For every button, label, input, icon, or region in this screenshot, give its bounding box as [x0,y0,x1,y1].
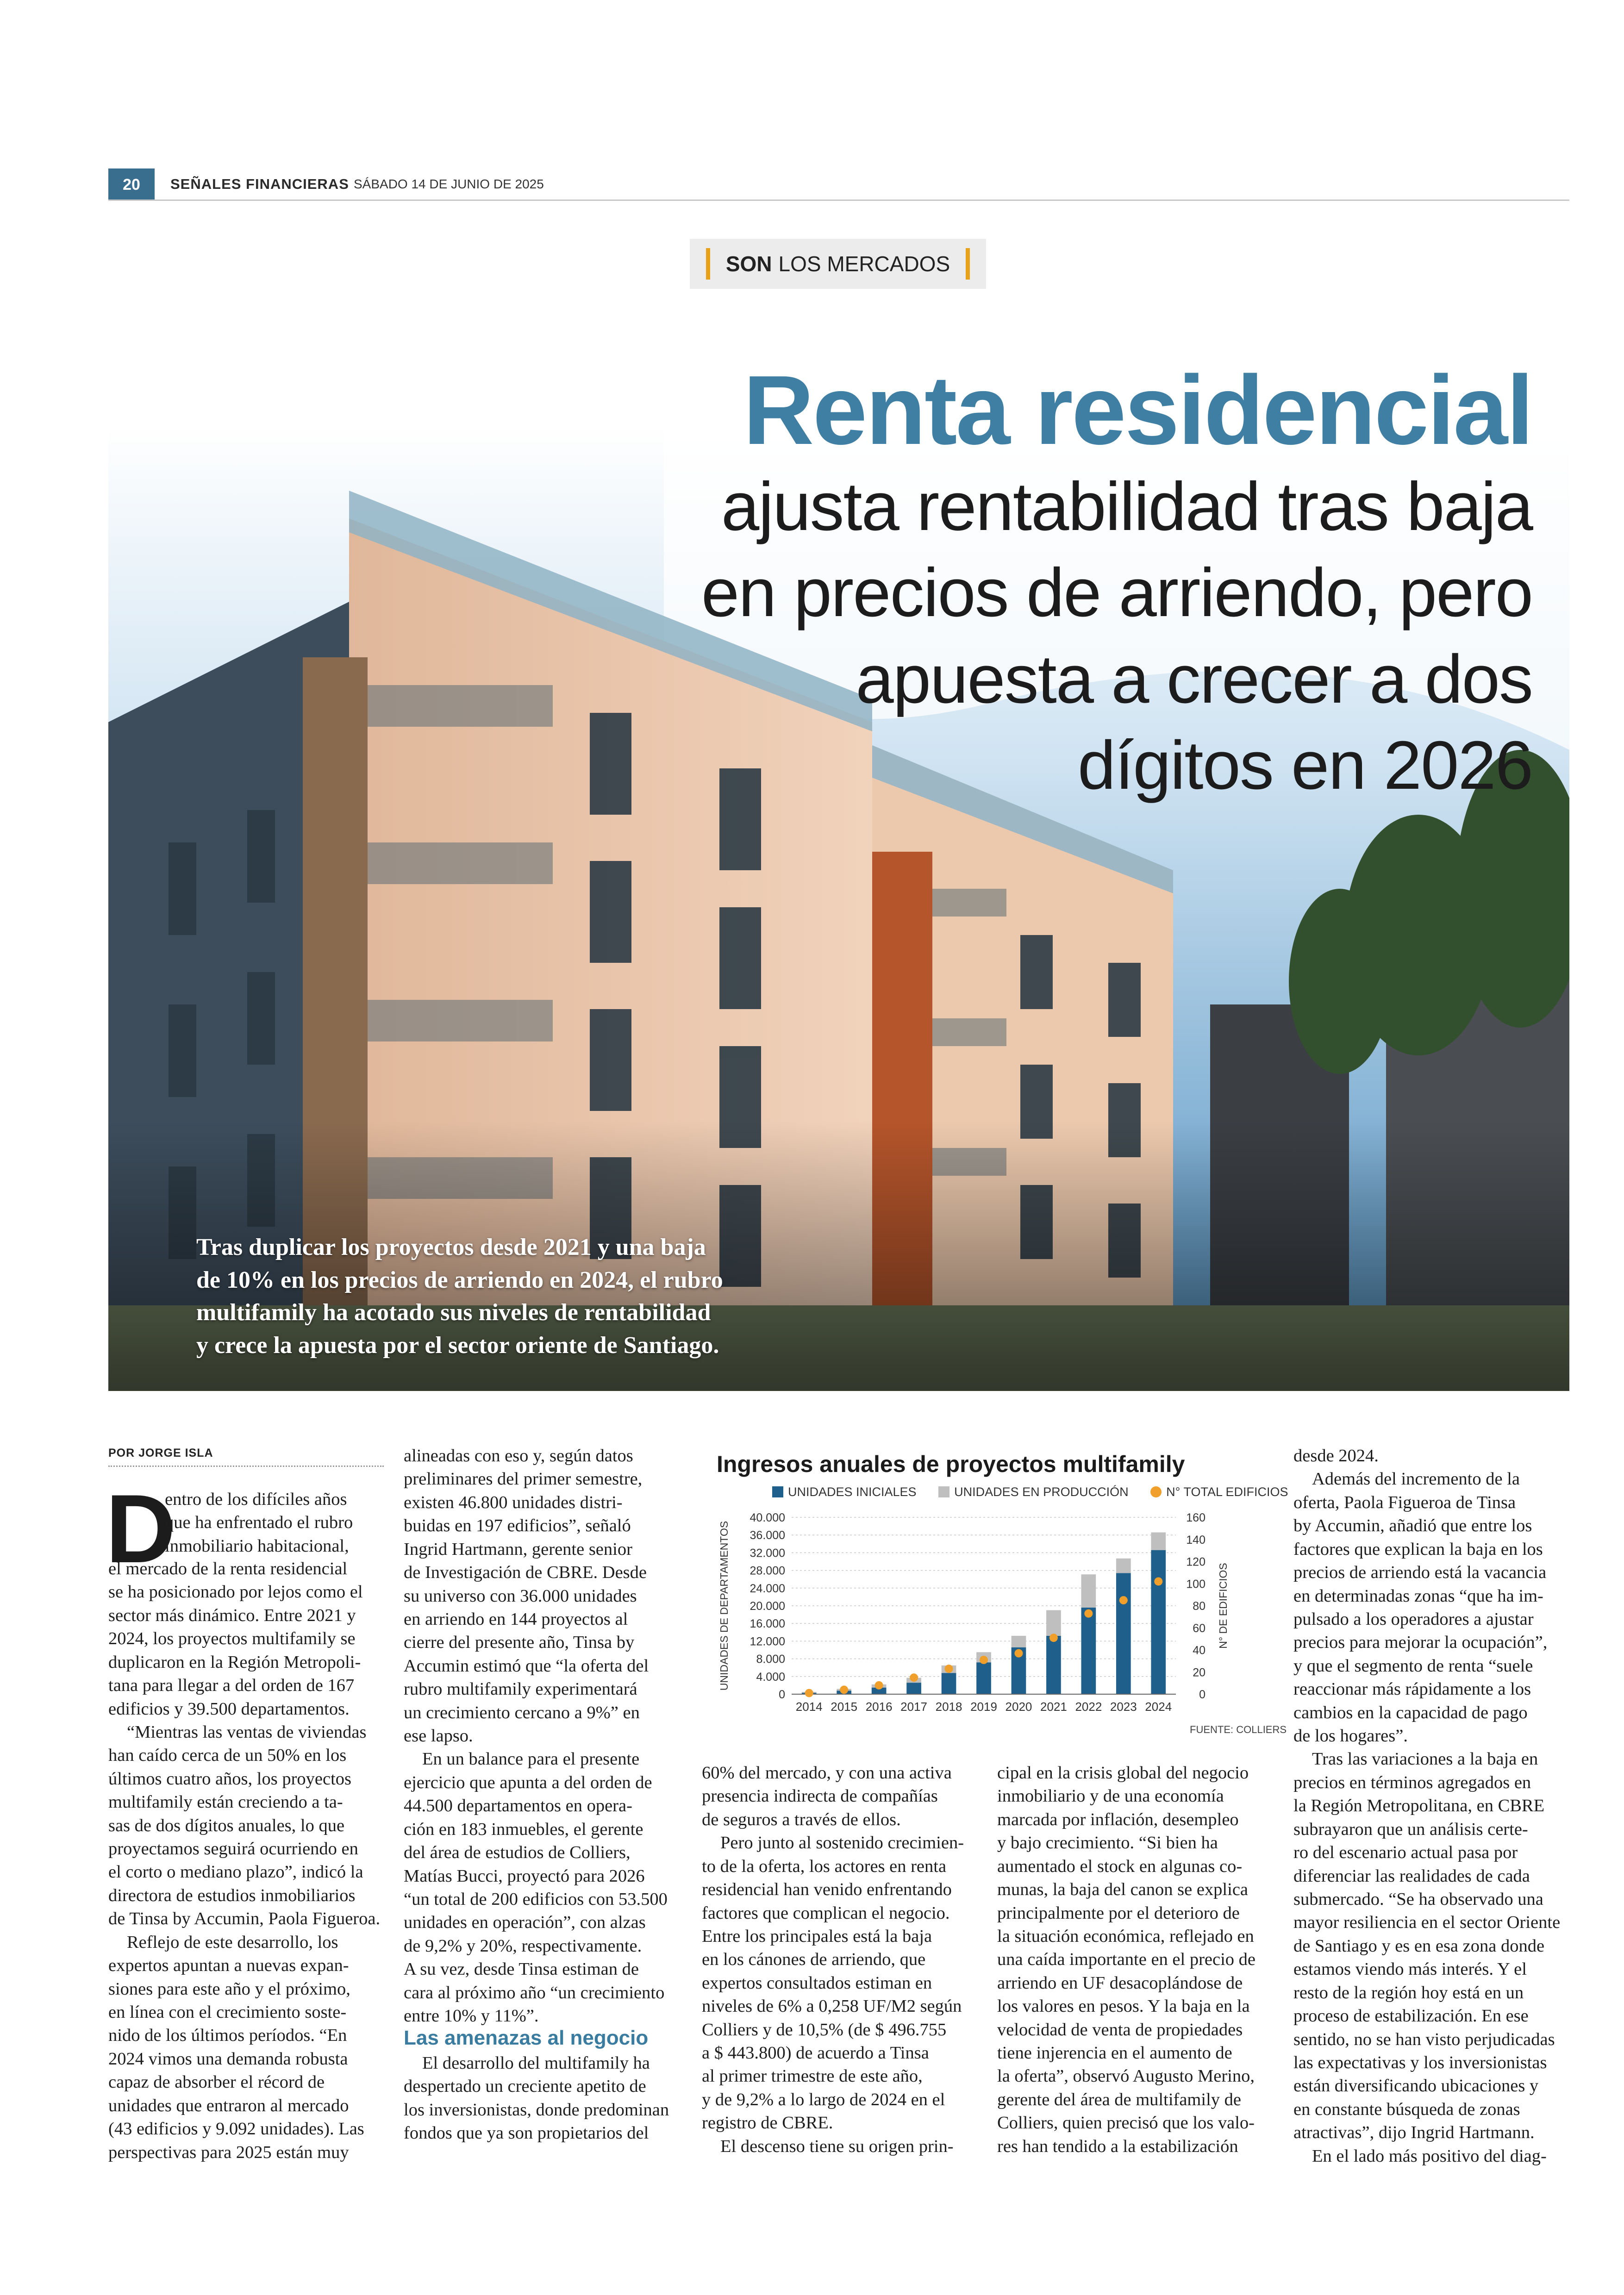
text-line: el mercado de la renta residencial [108,1559,348,1578]
text-line: (43 edificios y 9.092 unidades). Las [108,2119,364,2139]
headline-sub [556,464,1532,809]
text-line: directora de estudios inmobiliarios [108,1885,356,1905]
text-line: nido de los últimos períodos. “En [108,2026,347,2046]
text-line: precios para mejorar la ocupación”, [1293,1633,1548,1653]
bar-unidades-iniciales [1081,1608,1096,1694]
y-tick-label: 4.000 [756,1670,785,1684]
text-line: res han tendido a la estabilización [997,2136,1238,2156]
text-line: rubro multifamily experimentará [404,1679,637,1699]
headline-sub-line: dígitos en 2026 [1077,727,1532,804]
text-line: entro de los difíciles años [165,1490,347,1509]
text-line: gerente del área de multifamily de [997,2089,1241,2109]
dot-total-edificios [945,1665,953,1673]
y-tick-label: 36.000 [750,1529,785,1542]
column-2-continued [404,2052,679,2145]
text-line: siones para este año y el próximo, [108,1979,350,1999]
text-line: la Región Metropolitana, en CBRE [1293,1796,1545,1816]
text-line: ro del escenario actual pasa por [1293,1843,1518,1863]
bar-unidades-iniciales [942,1673,956,1694]
text-line: y bajo crecimiento. “Si bien ha [997,1833,1218,1853]
lead-line: multifamily ha acotado sus niveles de rentabilidad [196,1299,711,1326]
text-line: 2024 vimos una demanda robusta [108,2049,348,2069]
text-line: 2024, los proyectos multifamily se [108,1629,356,1649]
column-2 [404,1444,679,2028]
text-line: de Santiago y es en esa zona donde [1293,1936,1545,1956]
text-line: alineadas con eso y, según datos [404,1446,633,1466]
text-line: ejercicio que apunta a del orden de [404,1772,652,1792]
kicker-text: LOS MERCADOS [778,252,950,276]
bar-unidades-iniciales [1151,1550,1166,1694]
column-5 [1293,1444,1569,2168]
y-tick-label: 40.000 [750,1511,785,1524]
chart-source: FUENTE: COLLIERS [1190,1724,1287,1735]
text-line: la oferta”, observó Augusto Merino, [997,2066,1255,2086]
drop-cap: D [106,1474,176,1583]
legend-item [938,1485,1129,1499]
x-tick-label: 2015 [831,1700,858,1714]
text-line: expertos apuntan a nuevas expan- [108,1956,349,1976]
headline-sub-line: ajusta rentabilidad tras baja [721,468,1532,545]
y-axis-label: UNIDADES DE DEPARTAMENTOS [718,1521,730,1691]
x-tick-label: 2020 [1005,1700,1032,1714]
text-line: están diversificando ubicaciones y [1293,2076,1539,2096]
text-line: de los hogares”. [1293,1726,1408,1746]
lead-line: y crece la apuesta por el sector oriente de Santiago. [196,1332,719,1359]
byline-divider [108,1466,384,1467]
y2-axis-label: N° DE EDIFICIOS [1217,1563,1229,1649]
text-line: submercado. “Se ha observado una [1293,1890,1543,1909]
kicker-bold: SON [725,252,772,276]
column-1-dropcap-lines [165,1488,385,1558]
y-tick-label: 0 [779,1688,785,1701]
text-line: sentido, no se han visto perjudicadas [1293,2029,1555,2049]
text-line: multifamily están creciendo a ta- [108,1792,343,1812]
text-line: y de 9,2% a lo largo de 2024 en el [702,2089,945,2109]
section-name: SEÑALES FINANCIERAS [170,176,349,192]
text-line: Accumin estimó que “la oferta del [404,1656,649,1676]
x-tick-label: 2014 [795,1700,823,1714]
legend-swatch [938,1486,949,1497]
text-line: presencia indirecta de compañías [702,1786,938,1806]
dot-total-edificios [910,1673,918,1682]
text-line: aumentado el stock en algunas co- [997,1856,1243,1876]
bar-unidades-produccion [1012,1636,1026,1647]
y-tick-label: 32.000 [750,1547,785,1560]
text-line: en arriendo en 144 proyectos al [404,1609,628,1629]
bar-unidades-produccion [1046,1610,1061,1636]
text-line: ese lapso. [404,1726,473,1746]
text-line: fondos que ya son propietarios del [404,2123,649,2143]
text-line: inmobiliario y de una economía [997,1786,1224,1806]
text-line: preliminares del primer semestre, [404,1469,643,1489]
y-tick-label: 28.000 [750,1564,785,1578]
y2-tick-label: 100 [1186,1578,1206,1591]
section-kicker [690,239,986,289]
text-line: proyectamos seguirá ocurriendo en [108,1839,358,1859]
dot-total-edificios [1049,1634,1058,1642]
y2-tick-label: 40 [1193,1644,1206,1657]
text-line: oferta, Paola Figueroa de Tinsa [1293,1492,1516,1512]
text-line: que ha enfrentado el rubro [165,1513,353,1533]
text-line: factores que complican el negocio. [702,1903,950,1923]
y2-tick-label: 60 [1193,1621,1206,1635]
text-line: y que el segmento de renta “suele [1293,1656,1533,1676]
text-line: tana para llegar a del orden de 167 [108,1676,355,1696]
text-line: cambios en la capacidad de pago [1293,1703,1528,1722]
bar-unidades-produccion [1151,1532,1166,1550]
text-line: residencial han venido enfrentando [702,1880,952,1900]
text-line: a $ 443.800) de acuerdo a Tinsa [702,2043,929,2063]
x-tick-label: 2019 [970,1700,997,1714]
text-line: Además del incremento de la [1312,1469,1520,1489]
text-line: despertado un creciente apetito de [404,2077,646,2096]
text-line: Matías Bucci, proyectó para 2026 [404,1866,645,1886]
y2-tick-label: 160 [1186,1511,1206,1524]
text-line: diferenciar las realidades de cada [1293,1866,1530,1886]
text-line: tiene injerencia en el aumento de [997,2043,1232,2063]
text-line: han caído cerca de un 50% en los [108,1746,347,1765]
y-tick-label: 8.000 [756,1653,785,1666]
text-line: sas de dos dígitos anuales, lo que [108,1815,345,1835]
text-line: Tras las variaciones a la baja en [1312,1749,1538,1769]
byline: POR JORGE ISLA [108,1447,213,1459]
text-line: arriendo en UF desacoplándose de [997,1973,1243,1993]
text-line: el corto o mediano plazo”, indicó la [108,1862,363,1882]
text-line: precios en términos agregados en [1293,1772,1531,1792]
subheading: Las amenazas al negocio [404,2027,649,2049]
legend-item [1150,1485,1288,1499]
lead-line: de 10% en los precios de arriendo en 2024, el rubro [196,1266,723,1293]
text-line: una caída importante en el precio de [997,1950,1255,1970]
text-line: “Mientras las ventas de viviendas [127,1722,367,1742]
text-line: expertos consultados estiman en [702,1973,932,1993]
text-line: 44.500 departamentos en opera- [404,1796,632,1816]
column-3 [702,1761,978,2158]
text-line: cara al próximo año “un crecimiento [404,1983,665,2002]
text-line: Colliers y de 10,5% (de $ 496.755 [702,2020,947,2039]
text-line: de Investigación de CBRE. Desde [404,1563,647,1583]
text-line: entre 10% y 11%”. [404,2006,539,2026]
x-tick-label: 2022 [1075,1700,1102,1714]
x-tick-label: 2021 [1040,1700,1067,1714]
text-line: de seguros a través de ellos. [702,1809,901,1829]
text-line: se ha posicionado por lejos como el [108,1582,363,1602]
text-line: Colliers, quien precisó que los valo- [997,2113,1255,2133]
text-line: mayor resiliencia en el sector Oriente [1293,1913,1561,1933]
text-line: velocidad de venta de propiedades [997,2020,1243,2039]
text-line: en línea con el crecimiento soste- [108,2002,347,2022]
y-tick-label: 24.000 [750,1582,785,1595]
chart-legend [772,1485,1307,1499]
text-line: resto de la región hoy está en un [1293,1983,1524,2002]
bar-unidades-iniciales [906,1683,921,1694]
text-line: la situación económica, reflejado en [997,1926,1254,1946]
x-tick-label: 2016 [865,1700,893,1714]
dot-total-edificios [875,1681,883,1690]
text-line: sector más dinámico. Entre 2021 y [108,1605,356,1625]
x-tick-label: 2024 [1145,1700,1172,1714]
legend-item [772,1485,917,1499]
issue-date: SÁBADO 14 DE JUNIO DE 2025 [354,177,544,191]
text-line: reaccionar más rápidamente a los [1293,1679,1531,1699]
text-line: munas, la baja del canon se explica [997,1880,1248,1900]
dot-total-edificios [805,1689,813,1697]
dot-total-edificios [1119,1596,1128,1604]
text-line: perspectivas para 2025 están muy [108,2142,349,2162]
page-number: 20 [108,168,155,201]
text-line: “un total de 200 edificios con 53.500 [404,1890,668,1909]
chart-title: Ingresos anuales de proyectos multifamily [717,1451,1185,1477]
text-line: proceso de estabilización. En ese [1293,2006,1529,2026]
text-line: los valores en pesos. Y la baja en la [997,1996,1250,2016]
bar-unidades-iniciales [976,1662,991,1694]
text-line: de 9,2% y 20%, respectivamente. [404,1936,642,1956]
text-line: A su vez, desde Tinsa estiman de [404,1959,639,1979]
y-tick-label: 16.000 [750,1617,785,1631]
kicker-bar-left [706,248,710,280]
bar-unidades-iniciales [1116,1573,1131,1694]
headline-main: Renta residencial [743,355,1532,465]
legend-swatch [1150,1486,1162,1497]
text-line: de Tinsa by Accumin, Paola Figueroa. [108,1909,381,1929]
bar-unidades-produccion [1116,1559,1131,1573]
legend-swatch [772,1486,783,1497]
bar-unidades-produccion [1081,1574,1096,1608]
text-line: duplicaron en la Región Metropoli- [108,1652,361,1672]
lead-line: Tras duplicar los proyectos desde 2021 y una baja [196,1234,706,1260]
text-line: El descenso tiene su origen prin- [720,2136,954,2156]
text-line: 60% del mercado, y con una activa [702,1763,952,1783]
y2-tick-label: 0 [1199,1688,1206,1701]
text-line: niveles de 6% a 0,258 UF/M2 según [702,1996,962,2016]
text-line: marcada por inflación, desempleo [997,1809,1239,1829]
text-line: En el lado más positivo del diag- [1312,2146,1547,2166]
text-line: Entre los principales está la baja [702,1926,932,1946]
text-line: en determinadas zonas “que ha im- [1293,1586,1543,1606]
dot-total-edificios [980,1656,988,1664]
legend-label: UNIDADES EN PRODUCCIÓN [954,1485,1129,1499]
text-line: buidas en 197 edificios”, señaló [404,1516,631,1536]
column-4 [997,1761,1274,2158]
text-line: inmobiliario habitacional, [165,1536,349,1556]
text-line: cierre del presente año, Tinsa by [404,1633,635,1653]
dot-total-edificios [1154,1577,1162,1585]
text-line: precios de arriendo está la vacancia [1293,1563,1547,1583]
text-line: unidades en operación”, con alzas [404,1913,646,1933]
y2-tick-label: 120 [1186,1555,1206,1569]
text-line: un crecimiento cercano a 9%” en [404,1703,640,1722]
text-line: registro de CBRE. [702,2113,833,2133]
header-divider [108,200,1569,201]
text-line: to de la oferta, los actores en renta [702,1856,947,1876]
multifamily-chart [713,1500,1287,1731]
text-line: los inversionistas, donde predominan [404,2100,669,2120]
text-line: existen 46.800 unidades distri- [404,1492,623,1512]
text-line: El desarrollo del multifamily ha [422,2053,650,2073]
y2-tick-label: 80 [1193,1600,1206,1613]
text-line: estamos viendo más interés. Y el [1293,1959,1527,1979]
text-line: unidades que entraron al mercado [108,2095,349,2115]
text-line: En un balance para el presente [422,1749,640,1769]
text-line: en constante búsqueda de zonas [1293,2099,1520,2119]
text-line: del área de estudios de Colliers, [404,1843,631,1863]
legend-label: N° TOTAL EDIFICIOS [1166,1485,1288,1499]
text-line: subrayaron que un análisis certe- [1293,1819,1528,1839]
dot-total-edificios [1014,1649,1023,1658]
text-line: ción en 183 inmuebles, el gerente [404,1819,643,1839]
x-tick-label: 2018 [935,1700,962,1714]
text-line: en los cánones de arriendo, que [702,1950,926,1970]
text-line: Ingrid Hartmann, gerente senior [404,1539,632,1559]
y-tick-label: 20.000 [750,1600,785,1613]
text-line: edificios y 39.500 departamentos. [108,1699,350,1719]
text-line: cipal en la crisis global del negocio [997,1763,1249,1783]
text-line: atractivas”, dijo Ingrid Hartmann. [1293,2123,1535,2143]
text-line: últimos cuatro años, los proyectos [108,1769,352,1789]
text-line: al primer trimestre de este año, [702,2066,923,2086]
headline-sub-line: en precios de arriendo, pero [701,555,1532,631]
lead-paragraph [196,1231,798,1362]
text-line: Pero junto al sostenido crecimien- [720,1833,964,1853]
text-line: factores que explican la baja en los [1293,1539,1543,1559]
text-line: las expectativas y los inversionistas [1293,2052,1547,2072]
dot-total-edificios [840,1685,848,1694]
bar-unidades-iniciales [1046,1636,1061,1694]
x-tick-label: 2017 [900,1700,928,1714]
y-tick-label: 12.000 [750,1635,785,1648]
column-1 [108,1557,385,2164]
text-line: su universo con 36.000 unidades [404,1586,637,1606]
legend-label: UNIDADES INICIALES [788,1485,917,1499]
kicker-bar-right [966,248,970,280]
text-line: Reflejo de este desarrollo, los [127,1932,338,1952]
headline [556,355,1532,809]
dot-total-edificios [1084,1609,1093,1618]
y2-tick-label: 140 [1186,1533,1206,1547]
text-line: pulsado a los operadores a ajustar [1293,1609,1534,1629]
text-line: principalmente por el deterioro de [997,1903,1240,1923]
x-tick-label: 2023 [1110,1700,1137,1714]
text-line: desde 2024. [1293,1446,1379,1466]
headline-sub-line: apuesta a crecer a dos [856,641,1532,717]
text-line: by Accumin, añadió que entre los [1293,1516,1532,1536]
text-line: capaz de absorber el récord de [108,2072,325,2092]
y2-tick-label: 20 [1193,1666,1206,1679]
